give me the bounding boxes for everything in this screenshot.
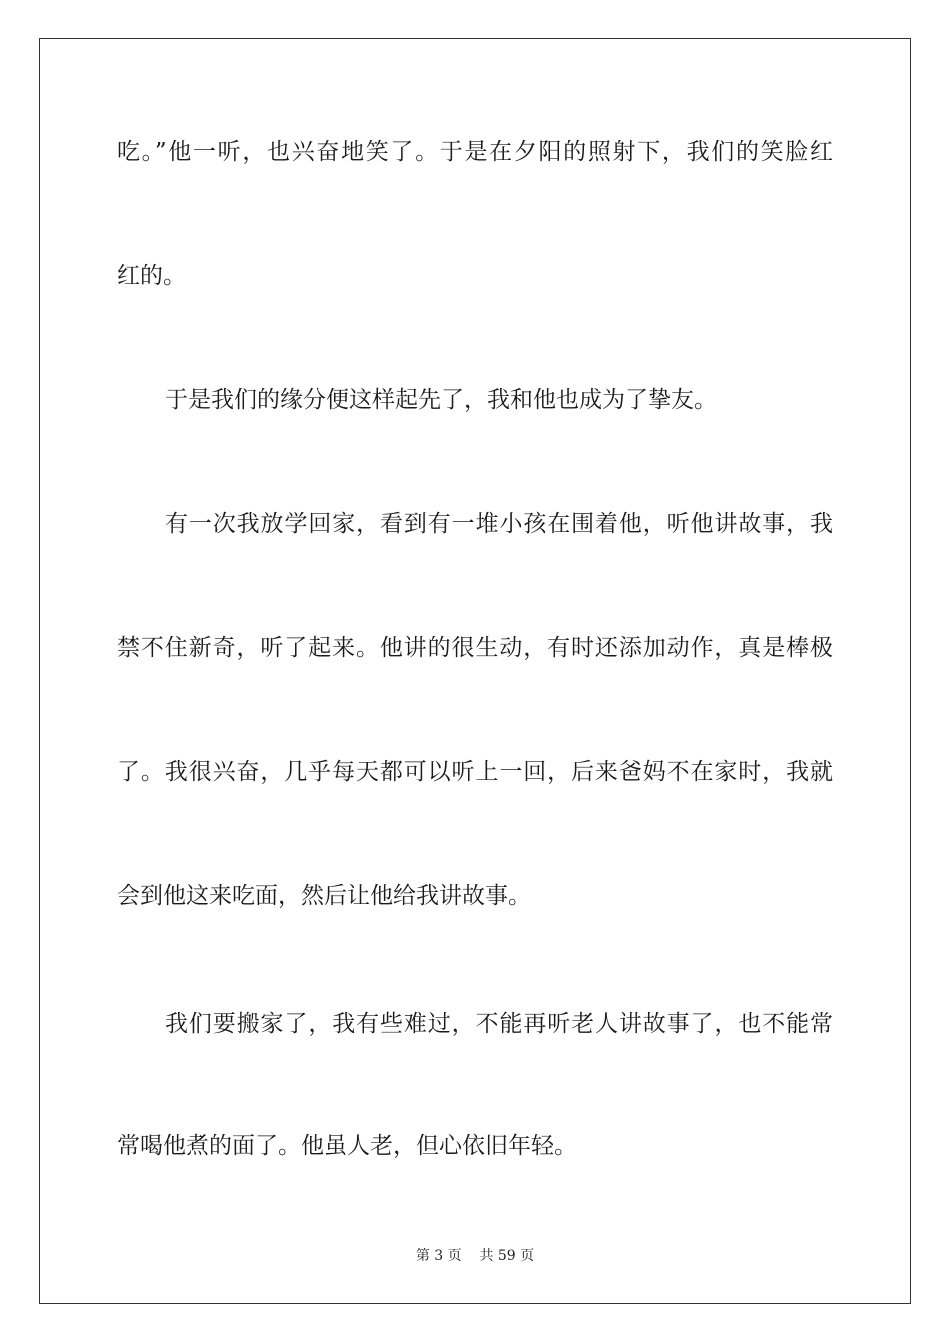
text-line: 常喝他煮的面了。他虽人老，但心依旧年轻。 xyxy=(117,1133,577,1159)
page-frame xyxy=(39,38,911,1304)
text-line: 有一次我放学回家，看到有一堆小孩在围着他，听他讲故事，我 xyxy=(165,511,833,537)
text-line: 我们要搬家了，我有些难过，不能再听老人讲故事了，也不能常 xyxy=(165,1011,833,1037)
text-line: 会到他这来吃面，然后让他给我讲故事。 xyxy=(117,883,531,909)
page-number: 第 3 页 xyxy=(415,1248,462,1264)
text-line: 红的。 xyxy=(117,263,186,289)
text-line: 了。我很兴奋，几乎每天都可以听上一回，后来爸妈不在家时，我就 xyxy=(117,759,833,785)
text-line: 于是我们的缘分便这样起先了，我和他也成为了挚友。 xyxy=(165,387,717,413)
text-line: 禁不住新奇，听了起来。他讲的很生动，有时还添加动作，真是棒极 xyxy=(117,635,833,661)
page-total: 共 59 页 xyxy=(479,1248,535,1264)
text-line: 吃。”他一听，也兴奋地笑了。于是在夕阳的照射下，我们的笑脸红 xyxy=(117,139,833,165)
page-footer xyxy=(0,1246,950,1266)
